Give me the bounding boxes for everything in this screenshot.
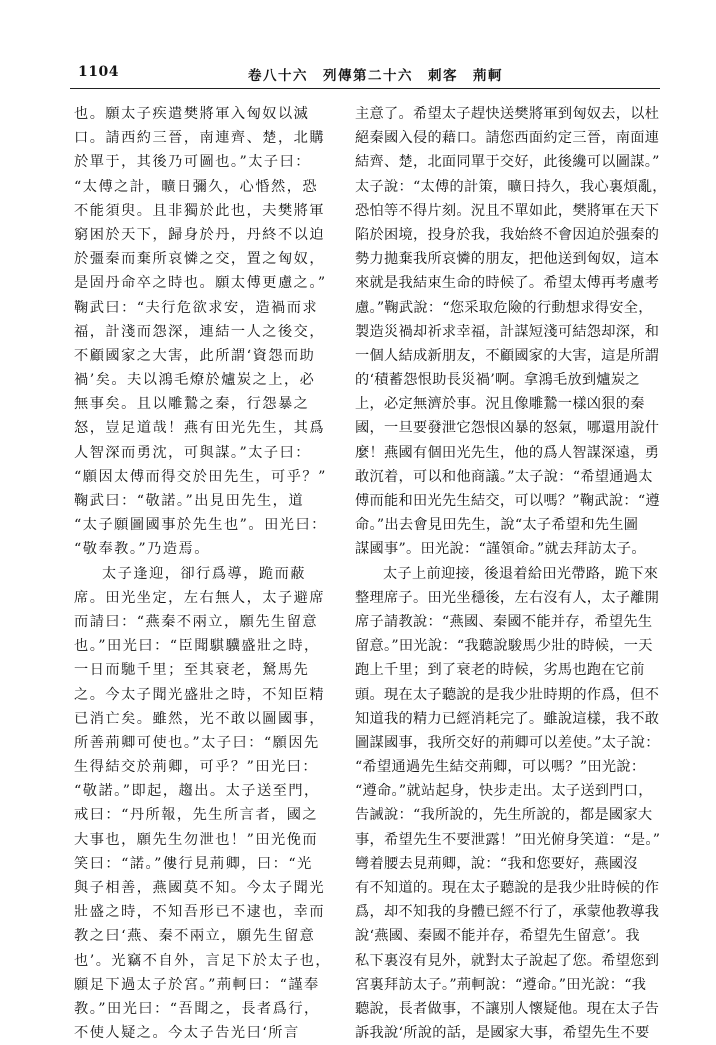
classical-text-line: 太子逢迎，卻行爲導，跪而蔽 [102,565,306,582]
translation-text-line: 告誡說：“我所說的，先生所說的，都是國家大 [355,807,653,824]
classical-text-line: 教之曰‘燕、秦不兩立，願先生留意 [74,928,316,945]
translation-text-line: 太子說：“太傅的計策，曠日持久，我心裏煩亂， [355,178,667,195]
classical-text-line: 教。”田光曰：“吾聞之，長者爲行， [74,1000,320,1017]
translation-text-column [355,102,667,1045]
classical-text-line: 已消亡矣。雖然，光不敢以圖國事， [74,710,326,727]
classical-text-line: 戒曰：“丹所報，先生所言者，國之 [74,807,319,824]
classical-text-line: 生得結交於荊卿，可乎？”田光曰： [74,759,319,776]
translation-text-line: 恐怕等不得片刻。況且不單如此，樊將軍在天下 [355,202,660,219]
translation-text-line: 麼！燕國有個田光先生，他的爲人智謀深遠，勇 [355,444,660,461]
translation-text-line: “遵命。”就站起身，快步走出。太子送到門口， [355,783,653,800]
classical-text-column [74,102,344,1045]
classical-text-line: “太傅之計，曠日彌久，心惛然，恐 [74,178,319,195]
classical-text-line: 大事也，願先生勿泄也！”田光俛而 [74,831,319,848]
translation-text-line: 席子請教說：“燕國、秦國不能并存，希望先生 [355,613,653,630]
classical-text-line: 壯盛之時，不知吾形已不逮也，幸而 [74,904,326,921]
translation-text-line: 敢沉着，可以和他商議。”太子說：“希望通過太 [355,468,653,485]
translation-text-line: 圖謀國事，我所交好的荊卿可以差使。”太子說： [355,734,660,751]
classical-text-line: “敬奉教。”乃造焉。 [74,541,210,558]
classical-text-line: 無事矣。且以雕鷙之秦，行怨暴之 [74,396,310,413]
translation-text-line: 留意。”田光說：“我聽說駿馬少壯的時候，一天 [355,638,653,655]
translation-text-line: 頭。現在太子聽說的是我少壯時期的作爲，但不 [355,686,660,703]
classical-text-line: 席。田光坐定，左右無人，太子避席 [74,589,326,606]
classical-text-line: 福，計淺而怨深，連結一人之後交， [74,323,326,340]
classical-text-line: 鞠武曰：“夫行危欲求安，造禍而求 [74,299,319,316]
header-rule [70,88,660,89]
translation-text-line: 說‘燕國、秦國不能并存，希望先生留意’。我 [355,928,640,945]
classical-text-line: 而請曰：“燕秦不兩立，願先生留意 [74,613,319,630]
translation-text-line: 傅而能和田光先生結交，可以嗎？”鞠武說：“遵 [355,493,660,509]
translation-text-line: 知道我的精力已經消耗完了。雖說這樣，我不敢 [355,710,660,727]
classical-text-line: “敬諾。”即起，趨出。太子送至門， [74,783,320,800]
classical-text-line: 之。今太子聞光盛壯之時，不知臣精 [74,686,326,703]
translation-text-line: 訴我說‘所說的話，是國家大事，希望先生不要 [355,1025,650,1042]
classical-text-line: 窮困於天下，歸身於丹，丹終不以迫 [74,226,326,243]
classical-text-line: 不能須臾。且非獨於此也，夫樊將軍 [74,202,326,219]
translation-text-line: 事，希望先生不要泄露！”田光俯身笑道：“是。” [355,831,661,848]
translation-text-line: 來就是我結束生命的時候了。希望太傅再考慮考 [355,275,660,292]
translation-text-line: 絕秦國入侵的藉口。請您西面約定三晉，南面連 [355,130,660,147]
classical-text-line: 不顧國家之大害，此所謂‘資怨而助 [74,347,316,364]
translation-text-line: 上，必定無濟於事。況且像雕鷙一樣凶狠的秦 [355,396,645,413]
classical-text-line: 所善荊卿可使也。”太子曰：“願因先 [74,734,320,751]
classical-text-line: 鞠武曰：“敬諾。”出見田先生，道 [74,493,305,509]
classical-text-line: “太子願圖國事於先生也”。田光曰： [74,517,327,534]
classical-text-line: 是固丹命卒之時也。願太傅更慮之。” [74,275,327,292]
classical-text-line: 禍’矣。夫以鴻毛燎於爐炭之上，必 [74,372,316,389]
translation-text-line: 宮裏拜訪太子。”荊軻說：“遵命。”田光說：“我 [355,976,647,993]
translation-text-line: 跑上千里；到了衰老的時候，劣馬也跑在它前 [355,662,645,679]
classical-text-line: 也’。光竊不自外，言足下於太子也， [74,952,332,969]
classical-text-line: 於彊秦而棄所哀憐之交，置之匈奴， [74,251,326,268]
classical-text-line: 於單于，其後乃可圖也。”太子曰： [74,154,311,171]
classical-text-line: 也。願太子疾遣樊將軍入匈奴以滅 [74,106,310,122]
translation-text-line: 謀國事”。田光說：“謹領命。”就去拜訪太子。 [355,541,646,558]
translation-text-line: 太子上前迎接，後退着給田光帶路，跪下來 [383,565,659,582]
classical-text-line: 笑曰：“諾。”僂行見荊卿，曰：“光 [74,855,313,872]
classical-text-line: 不使人疑之。今太子告光曰‘所言 [74,1025,300,1042]
classical-text-line: “願因太傅而得交於田先生，可乎？” [74,468,327,485]
translation-text-line: 聽說，長者做事，不讓別人懷疑他。現在太子告 [355,1000,660,1017]
page-number: 1104 [78,64,119,80]
translation-text-line: 結齊、楚，北面同單于交好，此後纔可以圖謀。” [355,154,660,171]
classical-text-line: 怒，豈足道哉！燕有田光先生，其爲 [74,420,326,437]
translation-text-line: 整理席子。田光坐穩後，左右沒有人，太子離開 [355,589,660,606]
translation-text-line: 私下裏沒有見外，就對太子說起了您。希望您到 [355,952,660,969]
running-header: 卷八十六 列傳第二十六 刺客 荊軻 [248,68,503,84]
translation-text-line: 一個人結成新朋友，不顧國家的大害，這是所謂 [355,347,660,364]
translation-text-line: 命。”出去會見田先生，說“太子希望和先生圖 [355,517,639,534]
classical-text-line: 人智深而勇沈，可與謀。”太子曰： [74,444,311,461]
classical-text-line: 一日而馳千里；至其衰老，駑馬先 [74,662,310,679]
translation-text-line: 的‘積蓄怨恨助長災禍’啊。拿鴻毛放到爐炭之 [355,372,640,389]
translation-text-line: 勢力拋棄我所哀憐的朋友，把他送到匈奴，這本 [355,251,660,268]
translation-text-line: 爲，却不知我的身體已經不行了，承蒙他教導我 [355,904,660,921]
translation-text-line: 製造災禍却祈求幸福，計謀短淺可結怨却深，和 [355,323,660,340]
translation-text-line: 國，一旦要發泄它怨恨凶暴的怒氣，哪還用說什 [355,420,660,437]
translation-text-line: “希望通過先生結交荊卿，可以嗎？”田光說： [355,759,646,776]
classical-text-line: 與子相善，燕國莫不知。今太子聞光 [74,880,326,896]
translation-text-line: 有不知道的。現在太子聽說的是我少壯時候的作 [355,880,660,896]
classical-text-line: 願足下過太子於宮。”荊軻曰：“謹奉 [74,976,320,993]
classical-text-line: 口。請西約三晉，南連齊、楚，北購 [74,130,326,147]
translation-text-line: 彎着腰去見荊卿，說：“我和您要好，燕國沒 [355,855,638,872]
translation-text-line: 主意了。希望太子趕快送樊將軍到匈奴去，以杜 [355,106,660,122]
translation-text-line: 慮。”鞠武說：“您采取危險的行動想求得安全， [355,299,653,316]
classical-text-line: 也。”田光曰：“臣聞騏驥盛壯之時， [74,638,320,655]
translation-text-line: 陷於困境，投身於我，我始終不會因迫於强秦的 [355,226,660,243]
